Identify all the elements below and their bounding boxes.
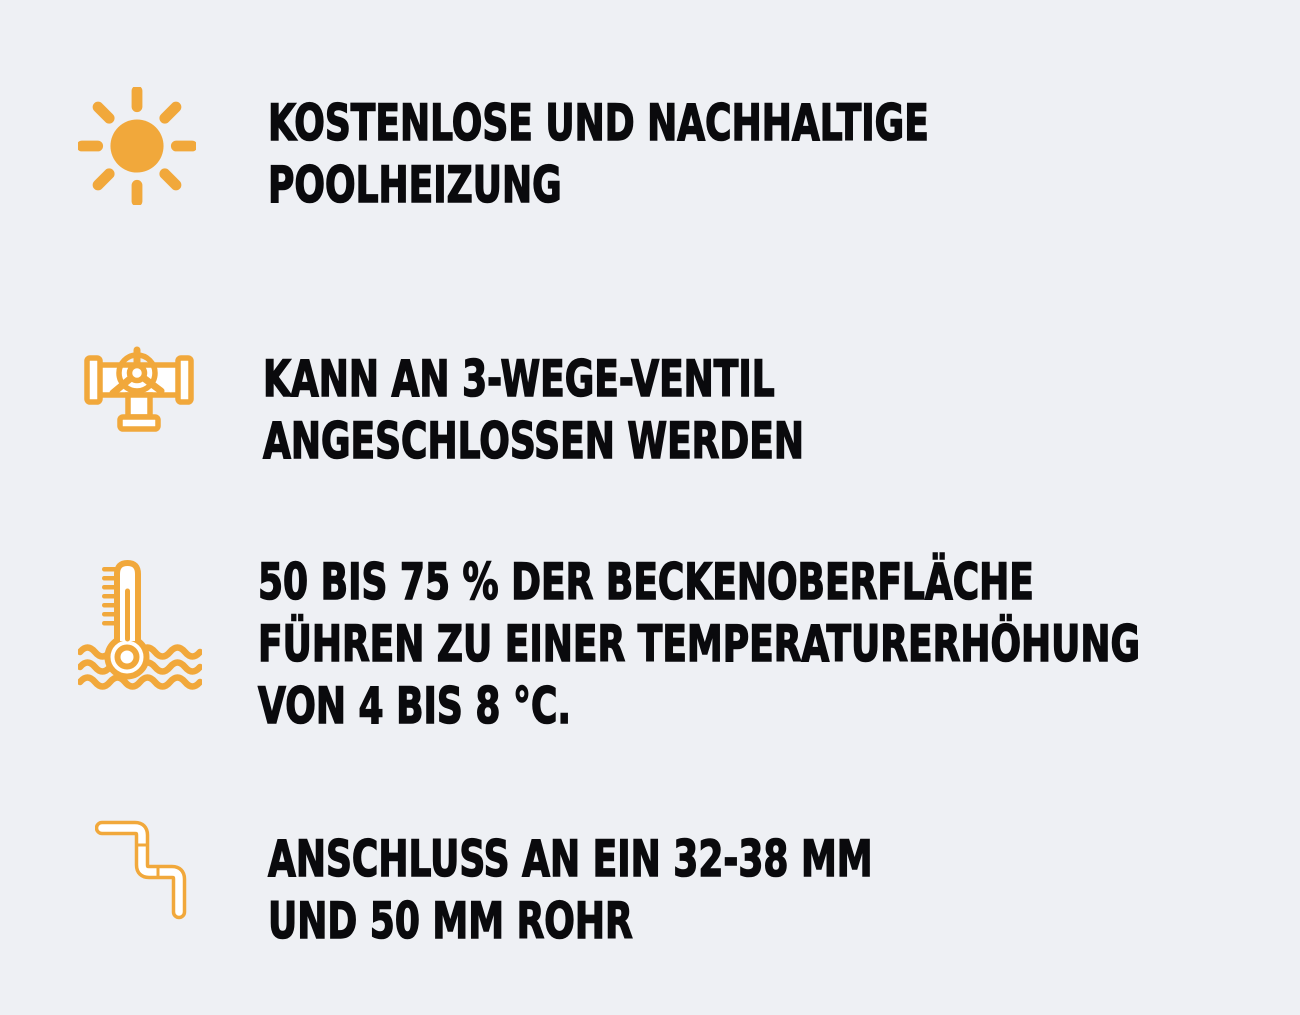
sun-icon [78,87,196,205]
feature-line: UND 50 MM ROHR [268,892,633,950]
feature-line: VON 4 BIS 8 °C. [258,677,572,735]
feature-text-valve [263,348,1014,472]
feature-text-solar-heating [268,92,1186,216]
feature-line: KANN AN 3-WEGE-VENTIL [263,350,775,408]
pipe-icon [95,815,190,920]
feature-line: ANSCHLUSS AN EIN 32-38 MM [268,830,873,888]
feature-line: 50 BIS 75 % DER BECKENOBERFLÄCHE [258,553,1034,611]
thermometer-water-icon [78,553,202,693]
feature-text-temperature [258,551,1300,737]
feature-line: FÜHREN ZU EINER TEMPERATURERHÖHUNG [258,615,1141,673]
feature-line: ANGESCHLOSSEN WERDEN [263,412,804,470]
feature-line: POOLHEIZUNG [268,156,562,214]
three-way-valve-icon [83,343,195,433]
feature-text-pipe [268,828,1108,952]
feature-line: KOSTENLOSE UND NACHHALTIGE [268,94,929,152]
